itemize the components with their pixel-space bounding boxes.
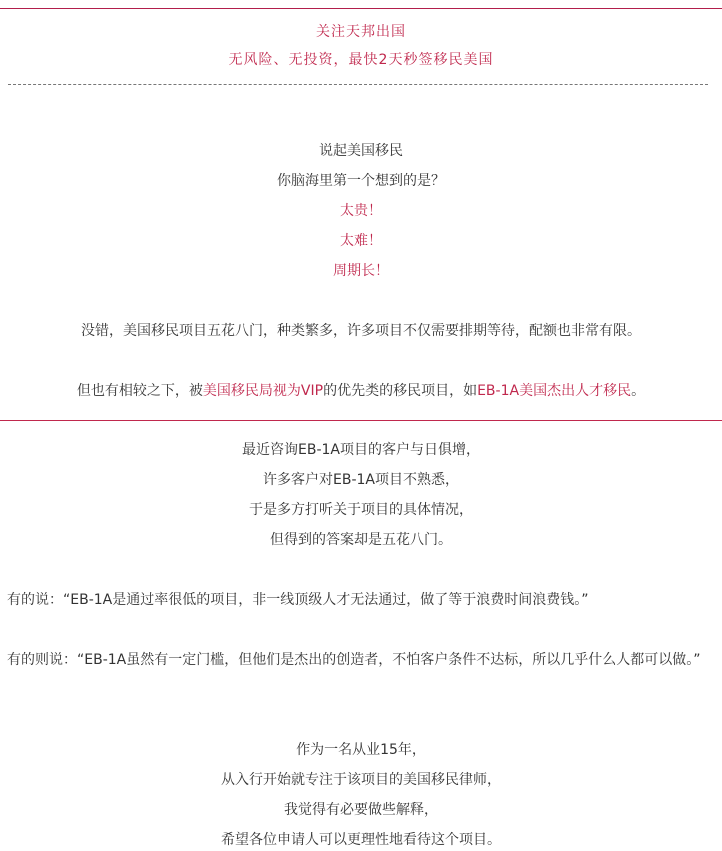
follow-header: 关注天邦出国 xyxy=(316,24,406,40)
closing-line-4: 希望各位申请人可以更理性地看待这个项目。 xyxy=(221,832,501,848)
closing-line-3: 我觉得有必要做些解释， xyxy=(284,802,438,818)
quote-low-pass-rate: 有的说：“EB-1A是通过率很低的项目，非一线顶级人才无法通过，做了等于浪费时间浪费钱。” xyxy=(7,592,589,608)
section2-line-1: 最近咨询EB-1A项目的客户与日俱增， xyxy=(242,442,480,458)
intro-line-expensive: 太贵！ xyxy=(340,203,382,219)
paragraph-vip xyxy=(0,381,722,401)
vip-text-part-2: 的优先类的移民项目，如 xyxy=(323,383,478,399)
dotted-divider xyxy=(8,84,708,85)
top-divider xyxy=(0,8,722,9)
section2-line-4: 但得到的答案却是五花八门。 xyxy=(270,532,452,548)
section2-line-3: 于是多方打听关于项目的具体情况， xyxy=(249,502,473,518)
intro-line-1: 说起美国移民 xyxy=(319,143,403,159)
vip-text-part-3: 。 xyxy=(631,383,646,399)
section2-line-2: 许多客户对EB-1A项目不熟悉， xyxy=(263,472,459,488)
closing-line-2: 从入行开始就专注于该项目的美国移民律师， xyxy=(221,772,501,788)
paragraph-variety: 没错，美国移民项目五花八门，种类繁多，许多项目不仅需要排期等待，配额也非常有限。 xyxy=(81,323,641,339)
vip-text-part-1: 但也有相较之下，被 xyxy=(76,383,203,399)
intro-line-long-cycle: 周期长！ xyxy=(333,263,389,279)
promo-header: 无风险、无投资，最快2天秒签移民美国 xyxy=(228,52,494,68)
quote-anyone-can-apply: 有的则说：“EB-1A虽然有一定门槛，但他们是杰出的创造者，不怕客户条件不达标，所以几乎什么人都可以做。” xyxy=(7,652,701,668)
vip-highlight-eb1a: EB-1A美国杰出人才移民 xyxy=(477,383,632,399)
section-divider xyxy=(0,420,722,421)
vip-highlight-uscis: 美国移民局视为VIP xyxy=(202,383,324,399)
closing-line-1: 作为一名从业15年， xyxy=(296,742,426,758)
intro-line-difficult: 太难！ xyxy=(340,233,382,249)
intro-line-2: 你脑海里第一个想到的是？ xyxy=(277,173,445,189)
